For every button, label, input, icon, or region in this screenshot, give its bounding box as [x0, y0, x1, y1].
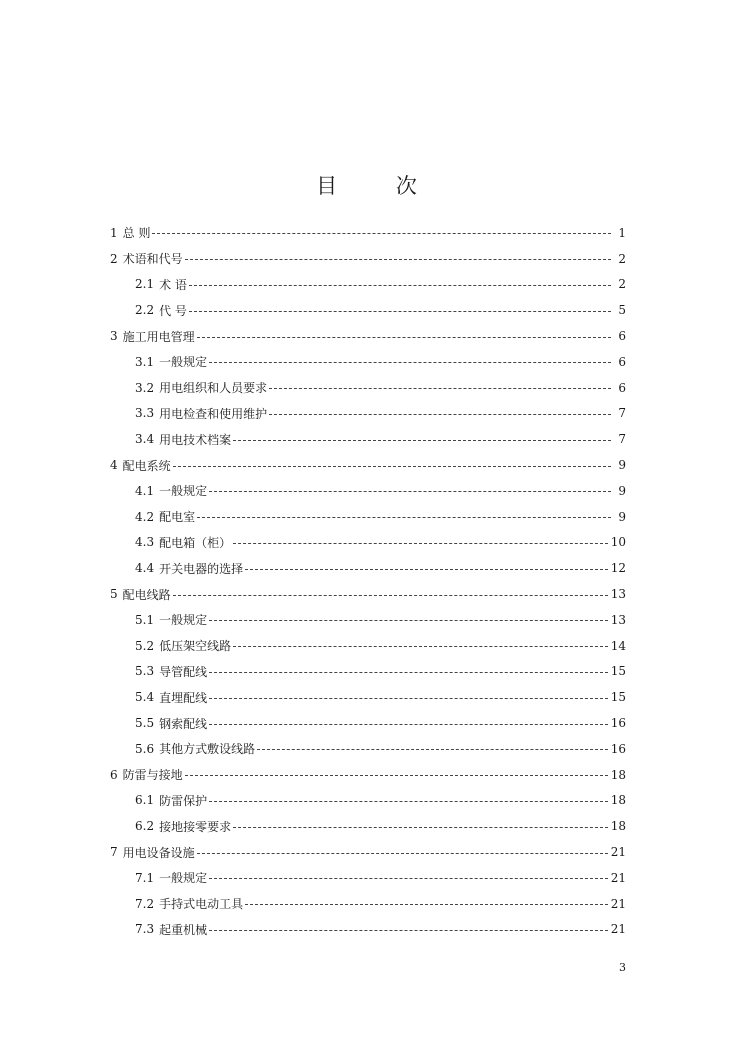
toc-leader-line [209, 878, 608, 879]
toc-entry-label: 手持式电动工具 [159, 897, 244, 912]
toc-entry-label: 配电室 [159, 510, 196, 525]
toc-entry-label: 总 则 [122, 226, 151, 241]
toc-entry[interactable] [110, 788, 626, 814]
toc-entry-page: 16 [610, 741, 626, 756]
toc-leader-line [209, 362, 611, 363]
toc-entry-number: 5.3 [135, 664, 155, 679]
toc-leader-line [257, 749, 608, 750]
toc-entry-page: 21 [610, 896, 626, 911]
toc-entry-page: 16 [610, 716, 626, 731]
toc-entry-number: 7.3 [135, 922, 155, 937]
toc-entry-label: 其他方式敷设线路 [159, 742, 256, 757]
toc-entry-label: 一般规定 [159, 871, 208, 886]
toc-entry-number: 3 [110, 329, 118, 344]
toc-entry[interactable] [110, 917, 626, 943]
toc-entry[interactable] [110, 375, 626, 401]
toc-entry-number: 3.4 [135, 432, 155, 447]
toc-entry[interactable] [110, 865, 626, 891]
toc-leader-line [233, 827, 608, 828]
toc-entry[interactable] [110, 659, 626, 685]
toc-entry-number: 5.5 [135, 716, 155, 731]
toc-entry-label: 术 语 [159, 277, 187, 292]
toc-entry-page: 10 [610, 535, 626, 550]
toc-leader-line [185, 775, 608, 776]
toc-entry[interactable] [110, 323, 626, 349]
toc-entry[interactable] [110, 220, 626, 246]
toc-entry-number: 4.3 [135, 535, 155, 550]
toc-leader-line [209, 801, 608, 802]
toc-entry-label: 防雷与接地 [122, 768, 183, 783]
toc-entry[interactable] [110, 246, 626, 272]
toc-entry-number: 4.4 [135, 561, 155, 576]
toc-entry-number: 5 [110, 587, 118, 602]
toc-leader-line [209, 672, 608, 673]
toc-entry-label: 起重机械 [159, 922, 208, 937]
toc-entry[interactable] [110, 426, 626, 452]
toc-entry-page: 18 [610, 819, 626, 834]
toc-entry[interactable] [110, 297, 626, 323]
toc-entry-label: 导管配线 [159, 664, 208, 679]
toc-entry-page: 21 [610, 845, 626, 860]
toc-entry-label: 接地接零要求 [159, 819, 232, 834]
toc-entry[interactable] [110, 710, 626, 736]
toc-entry-label: 一般规定 [159, 484, 208, 499]
toc-entry-number: 5.2 [135, 638, 155, 653]
toc-leader-line [197, 337, 611, 338]
toc-leader-line [189, 285, 611, 286]
toc-entry-page: 15 [610, 690, 626, 705]
toc-entry-label: 配电系统 [122, 458, 171, 473]
toc-entry[interactable] [110, 607, 626, 633]
toc-leader-line [197, 517, 611, 518]
toc-entry-number: 5.1 [135, 612, 155, 627]
toc-entry[interactable] [110, 504, 626, 530]
toc-entry[interactable] [110, 839, 626, 865]
toc-entry[interactable] [110, 478, 626, 504]
toc-leader-line [233, 440, 611, 441]
toc-entry-number: 6.1 [135, 793, 155, 808]
toc-leader-line [173, 595, 608, 596]
toc-entry[interactable] [110, 530, 626, 556]
toc-entry-number: 2.1 [135, 277, 155, 292]
toc-leader-line [245, 904, 608, 905]
toc-leader-line [233, 543, 608, 544]
toc-entry-label: 配电线路 [122, 587, 171, 602]
toc-leader-line [209, 724, 608, 725]
toc-entry-number: 2.2 [135, 303, 155, 318]
toc-entry-page: 21 [610, 870, 626, 885]
toc-entry-label: 低压架空线路 [159, 639, 232, 654]
toc-entry-number: 7 [110, 845, 118, 860]
toc-entry-page: 9 [618, 509, 626, 524]
toc-entry-label: 配电箱（柜） [159, 535, 232, 550]
toc-entry[interactable] [110, 762, 626, 788]
toc-entry-number: 1 [110, 225, 118, 240]
toc-entry-page: 7 [618, 432, 626, 447]
toc-leader-line [245, 569, 608, 570]
toc-leader-line [173, 466, 611, 467]
toc-entry-page: 2 [618, 251, 626, 266]
toc-leader-line [209, 930, 608, 931]
toc-entry-number: 7.2 [135, 896, 155, 911]
toc-entry-page: 9 [618, 458, 626, 473]
toc-entry-page: 1 [618, 225, 626, 240]
toc-entry-label: 用电技术档案 [159, 432, 232, 447]
toc-entry-page: 18 [610, 793, 626, 808]
toc-leader-line [197, 853, 608, 854]
toc-entry-page: 18 [610, 767, 626, 782]
toc-entry-number: 3.2 [135, 380, 155, 395]
toc-entry-page: 9 [618, 483, 626, 498]
toc-entry-number: 6.2 [135, 819, 155, 834]
toc-entry-page: 2 [618, 277, 626, 292]
toc-entry-label: 防雷保护 [159, 793, 208, 808]
toc-entry[interactable] [110, 452, 626, 478]
toc-entry-label: 术语和代号 [122, 252, 183, 267]
toc-leader-line [209, 491, 611, 492]
page-number: 3 [619, 961, 626, 974]
toc-entry[interactable] [110, 684, 626, 710]
toc-leader-line [185, 259, 611, 260]
toc-entry-label: 用电组织和人员要求 [159, 381, 268, 396]
toc-entry[interactable] [110, 736, 626, 762]
toc-entry[interactable] [110, 555, 626, 581]
toc-leader-line [269, 414, 611, 415]
toc-entry-label: 开关电器的选择 [159, 561, 244, 576]
toc-entry[interactable] [110, 401, 626, 427]
toc-leader-line [233, 646, 608, 647]
toc-entry-page: 6 [618, 380, 626, 395]
toc-entry[interactable] [110, 891, 626, 917]
toc-entry[interactable] [110, 272, 626, 298]
toc-entry[interactable] [110, 349, 626, 375]
toc-entry-number: 3.1 [135, 354, 155, 369]
toc-entry-page: 14 [610, 638, 626, 653]
toc-entry-number: 7.1 [135, 870, 155, 885]
toc-entry-page: 5 [618, 303, 626, 318]
toc-entry-number: 5.4 [135, 690, 155, 705]
toc-entry-page: 15 [610, 664, 626, 679]
toc-entry-label: 施工用电管理 [122, 329, 195, 344]
toc-entry-page: 6 [618, 354, 626, 369]
toc-entry-page: 12 [610, 561, 626, 576]
toc-entry-page: 13 [610, 587, 626, 602]
toc-entry-label: 一般规定 [159, 355, 208, 370]
toc-entry-page: 13 [610, 612, 626, 627]
toc-entry-number: 6 [110, 767, 118, 782]
toc-leader-line [209, 698, 608, 699]
toc-entry-number: 2 [110, 251, 118, 266]
toc-entry-label: 一般规定 [159, 613, 208, 628]
toc-entry-page: 6 [618, 329, 626, 344]
toc-entry-number: 3.3 [135, 406, 155, 421]
toc-entry-number: 5.6 [135, 741, 155, 756]
toc-entry-label: 用电检查和使用维护 [159, 406, 268, 421]
toc-entry-page: 21 [610, 922, 626, 937]
page-title: 目 次 [316, 174, 443, 198]
toc-entry-number: 4.1 [135, 483, 155, 498]
toc-entry-label: 代 号 [159, 303, 187, 318]
toc-entry-page: 7 [618, 406, 626, 421]
toc-entry[interactable] [110, 633, 626, 659]
table-of-contents [110, 220, 626, 942]
toc-entry-number: 4 [110, 458, 118, 473]
toc-leader-line [269, 388, 611, 389]
toc-entry-number: 4.2 [135, 509, 155, 524]
toc-entry[interactable] [110, 813, 626, 839]
toc-entry-label: 钢索配线 [159, 716, 208, 731]
toc-leader-line [189, 311, 611, 312]
toc-entry-label: 用电设备设施 [122, 845, 195, 860]
toc-leader-line [152, 233, 611, 234]
toc-leader-line [209, 620, 608, 621]
toc-entry[interactable] [110, 581, 626, 607]
toc-entry-label: 直埋配线 [159, 690, 208, 705]
